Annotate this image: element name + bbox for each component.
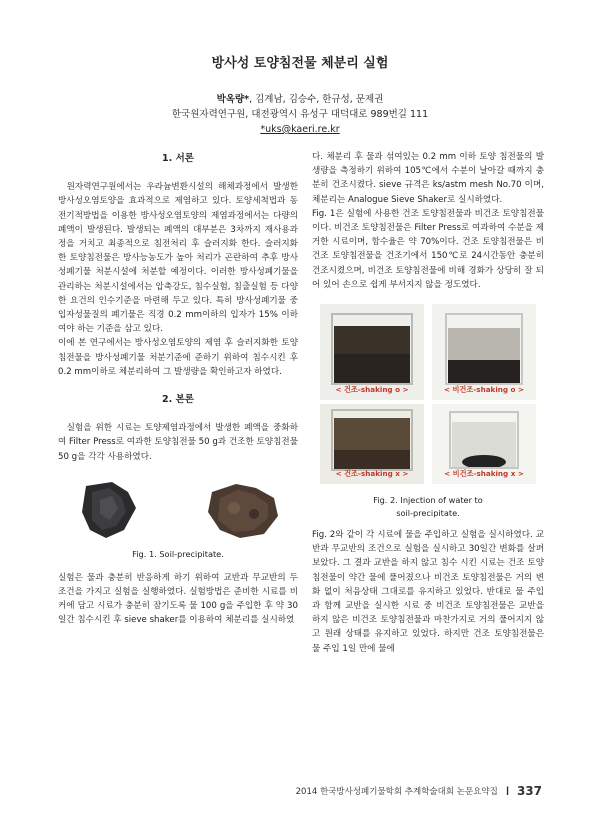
section-heading-introduction: 1. 서론 — [162, 153, 194, 164]
author-block — [0, 92, 600, 137]
figure-1 — [58, 478, 298, 542]
author-email[interactable]: *uks@kaeri.re.kr — [260, 124, 340, 135]
footer-separator: ❙ — [503, 786, 511, 796]
body-paragraph-1: 실험을 위한 시료는 토양제염과정에서 발생한 폐액을 중화하여 Filter Press로 여과한 토양침전물 50 g과 건조한 토양침전물 50 g을 각각 사용하였다. — [58, 423, 298, 462]
beaker-photo-dry-no-shaking — [320, 404, 424, 484]
figure-2 — [312, 304, 544, 488]
co-authors: , 김계남, 김승수, 한규성, 문제권 — [249, 94, 384, 105]
dry-soil-photo — [66, 478, 158, 542]
first-author: 박옥량* — [216, 94, 250, 105]
page-number: 337 — [516, 784, 542, 798]
beaker-label-4: < 비건조-shaking x > — [444, 468, 524, 478]
figure-2-caption-line-1: Fig. 2. Injection of water to — [373, 495, 483, 506]
left-column — [58, 150, 298, 628]
affiliation: 한국원자력연구원, 대전광역시 유성구 대덕대로 989번길 111 — [171, 109, 429, 120]
author-list — [0, 92, 600, 107]
figure-2-caption-line-2: soil-precipitate. — [396, 508, 460, 519]
footer-text: 2014 한국방사성폐기물학회 추계학술대회 논문요약집 — [295, 787, 498, 797]
figure-2-caption — [312, 494, 544, 520]
beaker-label-3: < 건조-shaking x > — [335, 468, 409, 478]
section-heading-body: 2. 본론 — [162, 394, 194, 406]
body-paragraph-4: Fig. 1은 실험에 사용한 건조 토양침전물과 비건조 토양침전물이다. 비건조 토양침전물은 Filter Press로 여과하여 수분을 제거한 시료이며, 함수율은 약 70%이다. 건조 토양침전물은 비건조 토양침전물을 건조기에서 150℃로 24시간동안 충분히 건조시켰으며, 비건조 토양침전물에 비해 경화가 상당히 잘 되어 있어 손으로 쉽게 부서지지 않을 정도였다. — [312, 208, 544, 290]
right-column — [312, 150, 544, 656]
beaker-label-2: < 비건조-shaking o > — [443, 384, 525, 394]
wet-soil-photo — [198, 478, 290, 542]
intro-paragraph-2: 이에 본 연구에서는 방사성오염토양의 제염 후 슬러지화한 토양침전물을 방사성폐기물 처분기준에 준하기 위하여 침수시킨 후 0.2 mm이하로 체분리하여 그 발생량을 확인하고자 하였다. — [58, 338, 298, 377]
body-paragraph-3: 다. 체분리 후 물과 섞여있는 0.2 mm 이하 토양 침전물의 발생량을 측정하기 위하여 105℃에서 수분이 날아갈 때까지 충분히 건조시켰다. sieve 규격은 ks/astm mesh No.70 이며, 체분리는 Analogue Sieve Shaker로 실시하였다. — [312, 152, 544, 205]
beaker-photo-dry-shaking — [320, 304, 424, 400]
beaker-label-1: < 건조-shaking o > — [335, 384, 409, 394]
beaker-photo-wet-shaking — [432, 304, 536, 400]
body-paragraph-2: 실험은 물과 충분히 반응하게 하기 위하여 교반과 무교반의 두 조건을 가지고 실험을 실행하였다. 실험방법은 준비한 시료를 비커에 담고 시료가 충분히 잠기도록 물 100 g을 주입한 후 약 30일간 침수시킨 후 sieve shaker를 이용하여 체분리를 실시하였 — [58, 572, 298, 626]
body-paragraph-5: Fig. 2와 같이 각 시료에 물을 주입하고 실험을 실시하였다. 교반과 무교반의 조건으로 실험을 실시하고 30일간 변화를 살펴보았다. 그 결과 교반을 하지 않고 침수 시킨 시료는 건조 토양침전물이 약간 물에 풀어졌으나 비건조 토양침전물은 거의 변화 없이 처음상태 그대로를 유지하고 있었다. 반대로 물 주입과 함께 교반을 실시한 시료 중 비건조 토양침전물은 교반을 하지 않은 비건조 토양침전물과 마찬가지로 거의 풀어지지 않고 원래 상태를 유지하고 있었다. 하지만 건조 토양침전물은 물 주입 1일 만에 물에 — [312, 530, 544, 654]
page-footer — [296, 784, 542, 798]
paper-title: 방사성 토양침전물 체분리 실험 — [211, 56, 389, 71]
figure-1-caption: Fig. 1. Soil-precipitate. — [132, 548, 224, 559]
intro-paragraph-1: 원자력연구원에서는 우라늄변환시설의 해체과정에서 발생한 방사성오염토양을 효과적으로 제염하고 있다. 토양세척법과 동전기적방법을 이용한 방사성오염토양의 제염과정에서는 다량의 폐액이 발생된다. 발생되는 폐액의 대부분은 3차까지 재사용과정을 거치고 최종적으로 침전처리 후 슬러지화 한다. 슬러지화 한 토양침전물은 방사능농도가 높아 처리가 곤란하여 추후 방사성폐기물 처분시설에 처분할 예정이다. 이러한 방사성폐기물을 관리하는 처분시설에서는 압축강도, 침수실험, 침출실험 등 다양한 요건의 인수기준을 마련해 두고 있다. 특히 방사성폐기물 중 입자성물질의 폐기물은 직경 0.2 mm이하의 입자가 15% 이하여야 하는 기준을 삼고 있다. — [58, 182, 298, 335]
beaker-photo-wet-no-shaking — [432, 404, 536, 484]
